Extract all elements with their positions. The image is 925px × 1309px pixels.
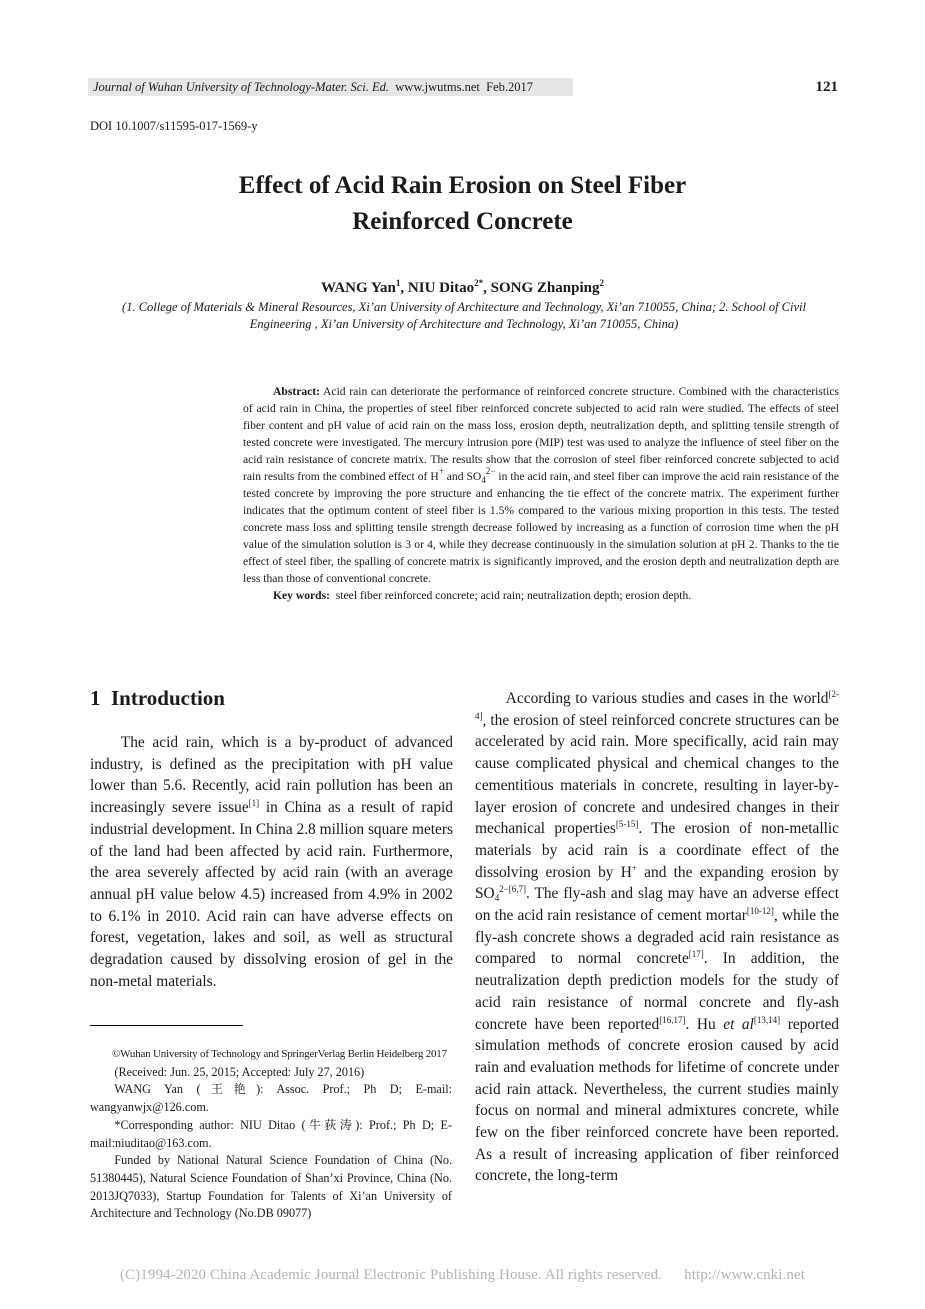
footnote-author: WANG Yan (王艳): Assoc. Prof.; Ph D; E-mail: wangyanwjx@126.com. bbox=[90, 1082, 452, 1115]
section-number: 1 bbox=[90, 686, 101, 710]
right-text: . Hu bbox=[685, 1015, 724, 1033]
section-heading bbox=[90, 686, 225, 711]
superscript-plus: + bbox=[631, 862, 637, 873]
right-text: . The erosion of non-metallic materials by acid rain is a coordinate effect of the dissolving erosion by H bbox=[475, 820, 839, 881]
abstract-body bbox=[243, 383, 839, 587]
keywords-label: Key words: bbox=[273, 589, 330, 602]
author-1-affil: 1 bbox=[395, 278, 401, 288]
cnki-url[interactable]: http://www.cnki.net bbox=[684, 1267, 806, 1283]
left-text-1: The acid rain, which is a by-product of advanced industry, is defined as the precipitation with pH value lower than 5.6. Recently, acid rain pollution has been an increasingly severe issue bbox=[90, 734, 453, 817]
right-column bbox=[475, 688, 839, 1187]
journal-url[interactable]: www.jwutms.net bbox=[395, 80, 480, 94]
journal-header bbox=[88, 78, 573, 96]
abstract-sub-4: 4 bbox=[481, 475, 486, 485]
copyright-notice: (C)1994-2020 China Academic Journal Electronic Publishing House. All rights reserved. bbox=[119, 1267, 663, 1283]
citation[interactable]: 2−[6,7] bbox=[499, 884, 527, 895]
intro-paragraph-2 bbox=[475, 688, 839, 1187]
footnote-corresponding: *Corresponding author: NIU Ditao (牛荻涛): Prof.; Ph D; E-mail:niuditao@163.com. bbox=[90, 1117, 452, 1150]
right-text: According to various studies and cases in the world bbox=[505, 690, 829, 707]
abstract bbox=[243, 383, 839, 604]
footnote-received: (Received: Jun. 25, 2015; Accepted: July 27, 2016) bbox=[114, 1064, 365, 1079]
right-text: , while the fly-ash concrete shows a degraded acid rain resistance as compared to normal concrete bbox=[475, 907, 839, 968]
right-text: . The fly-ash and slag may have an adverse effect on the acid rain resistance of cement mortar bbox=[475, 885, 839, 925]
abstract-text-1: Acid rain can deteriorate the performance of reinforced concrete structure. Combined with the characteristics of acid rain in China, the properties of steel fiber reinforced concrete subjected to acid rain were studied. The effects of steel fiber content and pH value of acid rain on the mass loss, erosion depth, neutralization depth, and splitting tensile strength of tested concrete were investigated. The mercury intrusion pore (MIP) test was used to analyze the influence of steel fiber on the acid rain resistance of concrete matrix. The results show that the corrosion of steel fiber reinforced concrete subjected to acid rain results from the combined effect of H bbox=[243, 385, 839, 483]
issue-date: Feb.2017 bbox=[486, 80, 534, 94]
right-text: , the erosion of steel reinforced concrete structures can be accelerated by acid rain. More specifically, acid rain may cause complicated physical and chemical changes to the cementitious materials in concrete, resulting in layer-by-layer erosion of concrete and undesired changes in their mechanical properties bbox=[475, 711, 839, 838]
page-number: 121 bbox=[815, 79, 838, 95]
title-line-1: Effect of Acid Rain Erosion on Steel Fiber bbox=[238, 172, 687, 199]
left-text-2: in China as a result of rapid industrial development. In China 2.8 million square meters of the land had been affected by acid rain. Furthermore, the area severely affected by acid rain (with an average annual pH value below 4.5) increased from 4.9% in 2002 to 6.1% in 2010. Acid rain can have adverse effects on forest, vegetation, lakes and soil, as well as structural degradation caused by dissolving erosion of gel in the non-metal materials. bbox=[90, 799, 453, 990]
abstract-text-2: and SO bbox=[443, 470, 482, 483]
footnotes bbox=[90, 1046, 452, 1223]
author-1: WANG Yan bbox=[321, 280, 396, 296]
right-text: and the expanding erosion by SO bbox=[475, 863, 839, 903]
abstract-sup-2minus: 2− bbox=[485, 466, 496, 476]
citation[interactable]: [13,14] bbox=[753, 1014, 781, 1025]
left-column bbox=[90, 732, 453, 992]
author-3: SONG Zhanping bbox=[490, 280, 600, 296]
intro-paragraph-1 bbox=[90, 732, 453, 992]
author-2-affil: 2* bbox=[474, 278, 484, 288]
subscript-4: 4 bbox=[494, 893, 500, 904]
footnote-divider bbox=[90, 1025, 243, 1026]
author-list: WANG Yan$^1$, NIU Ditao$^{2*}$, SONG Zhanping$^2$ bbox=[321, 278, 604, 296]
section-title: Introduction bbox=[111, 686, 225, 710]
keywords: steel fiber reinforced concrete; acid rain; neutralization depth; erosion depth. bbox=[335, 589, 692, 602]
title-line-2: Reinforced Concrete bbox=[352, 208, 573, 235]
citation[interactable]: [2-4] bbox=[475, 689, 839, 721]
abstract-sup-plus: + bbox=[438, 466, 444, 476]
affiliations: (1. College of Materials & Mineral Resources, Xi’an University of Architecture and Technology, Xi’an 710055, China; 2. School of Civil Engineering , Xi’an University of Architecture and Technology, Xi’an 710055, China) bbox=[122, 300, 806, 331]
citation[interactable]: [10-12] bbox=[746, 906, 774, 917]
abstract-text-3: in the acid rain, and steel fiber can improve the acid rain resistance of the tested concrete by improving the pore structure and enhancing the tie effect of the concrete matrix. The experiment further indicates that the optimum content of steel fiber is 1.5% compared to the various mixing proportion in this tests. The tested concrete mass loss and splitting tensile strength decrease followed by increasing as a function of corrosion time when the pH value of the simulation solution is 3 or 4, while they decrease continuously in the simulation solution at pH 2. Thanks to the tie effect of steel fiber, the spalling of concrete matrix is significantly improved, and the erosion depth and neutralization depth are less than those of conventional concrete. bbox=[243, 470, 840, 585]
footnote-copyright: ©Wuhan University of Technology and SpringerVerlag Berlin Heidelberg 2017 bbox=[112, 1048, 447, 1060]
doi: DOI 10.1007/s11595-017-1569-y bbox=[90, 119, 258, 133]
et-al: et al bbox=[723, 1015, 754, 1033]
citation[interactable]: [5-15] bbox=[615, 819, 639, 830]
author-3-affil: 2 bbox=[599, 278, 604, 288]
journal-name: Journal of Wuhan University of Technology-Mater. Sci. Ed. bbox=[93, 80, 390, 94]
citation[interactable]: [17] bbox=[688, 949, 704, 960]
right-text: reported simulation methods of concrete erosion caused by acid rain and evaluation methods for lifetime of concrete under acid rain attack. Nevertheless, the current studies mainly focus on normal and mineral admixtures concrete, while few on the fiber reinforced concrete have been reported. As a result of increasing application of fiber reinforced concrete, the long-term bbox=[475, 1015, 839, 1185]
keywords-line bbox=[243, 587, 839, 604]
right-text: . In addition, the neutralization depth prediction models for the study of acid rain resistance of normal concrete and fly-ash concrete have been reported bbox=[475, 950, 839, 1033]
author-2: NIU Ditao bbox=[407, 280, 475, 296]
paper-title bbox=[0, 168, 925, 240]
abstract-label: Abstract: bbox=[273, 385, 321, 398]
cnki-watermark bbox=[0, 1267, 925, 1284]
citation[interactable]: [1] bbox=[248, 798, 260, 809]
citation[interactable]: [16,17] bbox=[659, 1014, 686, 1025]
footnote-funding: Funded by National Natural Science Foundation of China (No. 51380445), Natural Science Foundation of Shan’xi Province, China (No. 2013JQ7033), Startup Foundation for Talents of Xi’an University of Architecture and Technology (No.DB 09077) bbox=[90, 1153, 452, 1221]
